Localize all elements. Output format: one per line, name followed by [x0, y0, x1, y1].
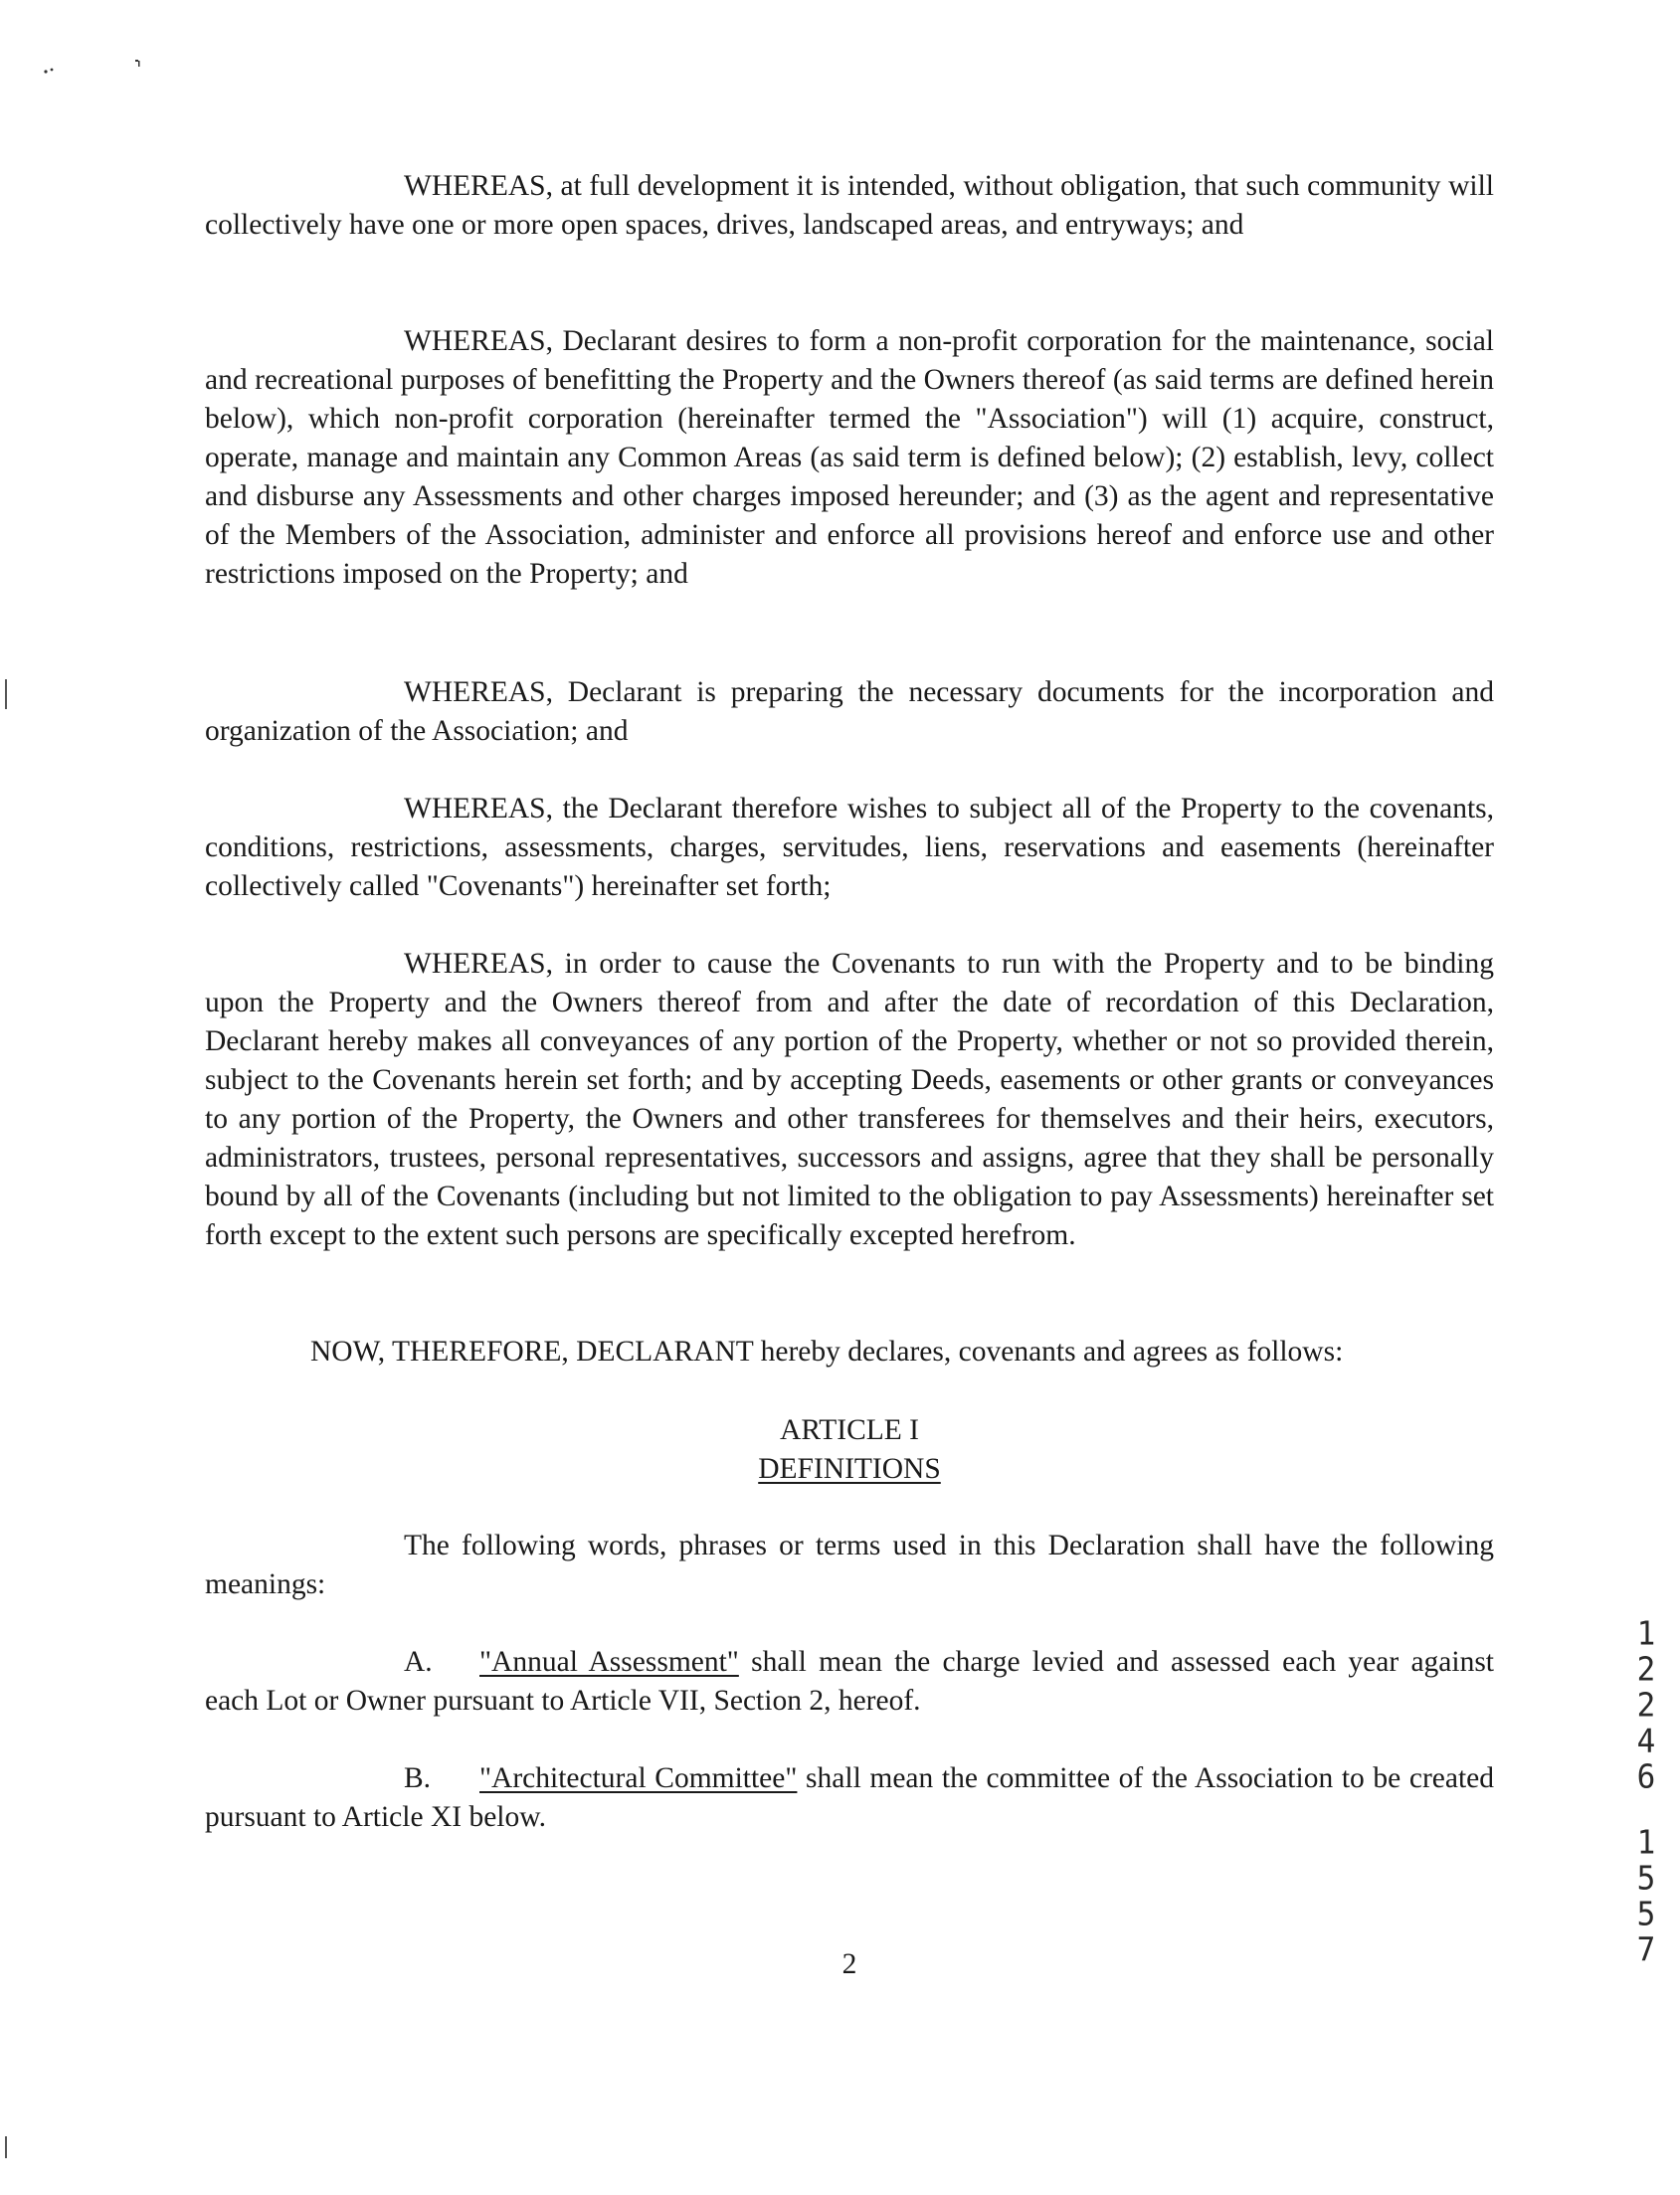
paragraph-whereas-association: WHEREAS, Declarant desires to form a non-profit corporation for the maintenance, social and recreational purposes of benefitting the Property and the Owners thereof (as said terms are defined herein below), which non-profit corporation (hereinafter termed the "Association") will (1) acquire, construct, operate, manage and maintain any Common Areas (as said term is defined below); (2) establish, levy, collect and disburse any Assessments and other charges imposed hereunder; and (3) as the agent and representative of the Members of the Association, administer and enforce all provisions hereof and enforce use and other restrictions imposed on the Property; and — [205, 325, 1494, 590]
stamp-digit: 6 — [1636, 1757, 1656, 1797]
scan-speck-marks — [42, 58, 151, 78]
definition-text: shall mean the committee of the Association to be created pursuant to Article XI below. — [205, 1762, 1495, 1833]
definition-annual-assessment — [205, 1643, 1494, 1721]
paragraph-whereas-binding: WHEREAS, in order to cause the Covenants to run with the Property and to be binding upon the Property and the Owners thereof from and after the date of recordation of this Declaration, Declarant hereby makes all conveyances of any portion of the Property, whether or not so provided therein, subject to the Covenants herein set forth; and by accepting Deeds, easements or other grants or conveyances to any portion of the Property, the Owners and other transferees for themselves and their heirs, executors, administrators, trustees, personal representatives, successors and assigns, agree that they shall be personally bound by all of the Covenants (including but not limited to the obligation to pay Assessments) hereinafter set forth except to the extent such persons are specifically excepted herefrom. — [205, 948, 1494, 1251]
stamp-digit: 2 — [1636, 1686, 1656, 1726]
stamp-digit: 5 — [1636, 1859, 1656, 1899]
paragraph-whereas-incorporation: WHEREAS, Declarant is preparing the necessary documents for the incorporation and organization of the Association; and — [205, 676, 1494, 747]
stamp-digit: 7 — [1636, 1930, 1656, 1970]
definition-text: shall mean the charge levied and assessed each year against each Lot or Owner pursuant to Article VII, Section 2, hereof. — [205, 1646, 1495, 1717]
stamp-digit: 1 — [1636, 1614, 1656, 1654]
left-margin-mark-top — [5, 679, 7, 709]
page-number: 2 — [841, 1948, 857, 1980]
article-title-line — [205, 1449, 1494, 1489]
side-stamp-number — [1622, 1616, 1670, 1968]
definition-term: "Architectural Committee" — [479, 1762, 798, 1794]
article-title: DEFINITIONS — [758, 1453, 941, 1485]
paragraph-now-therefore: NOW, THEREFORE, DECLARANT hereby declares, covenants and agrees as follows: — [310, 1336, 1344, 1368]
stamp-digit: 5 — [1636, 1895, 1656, 1934]
article-number: ARTICLE I — [780, 1414, 919, 1446]
definition-label: B. — [404, 1762, 432, 1794]
definition-architectural-committee — [205, 1759, 1494, 1837]
stamp-digit: 2 — [1636, 1650, 1656, 1690]
definitions-intro: The following words, phrases or terms used in this Declaration shall have the following meanings: — [205, 1530, 1494, 1600]
stamp-digit: 1 — [1636, 1823, 1656, 1863]
definition-term: "Annual Assessment" — [479, 1646, 739, 1678]
paragraph-whereas-development: WHEREAS, at full development it is intended, without obligation, that such community will collectively have one or more open spaces, drives, landscaped areas, and entryways; and — [205, 170, 1494, 241]
left-margin-mark-bottom — [5, 2136, 7, 2158]
definition-label: A. — [404, 1646, 433, 1678]
stamp-digit: 4 — [1636, 1722, 1656, 1761]
paragraph-whereas-covenants: WHEREAS, the Declarant therefore wishes to subject all of the Property to the covenants, conditions, restrictions, assessments, charges, servitudes, liens, reservations and easements (hereinafter collectively called "Covenants") hereinafter set forth; — [205, 793, 1494, 902]
